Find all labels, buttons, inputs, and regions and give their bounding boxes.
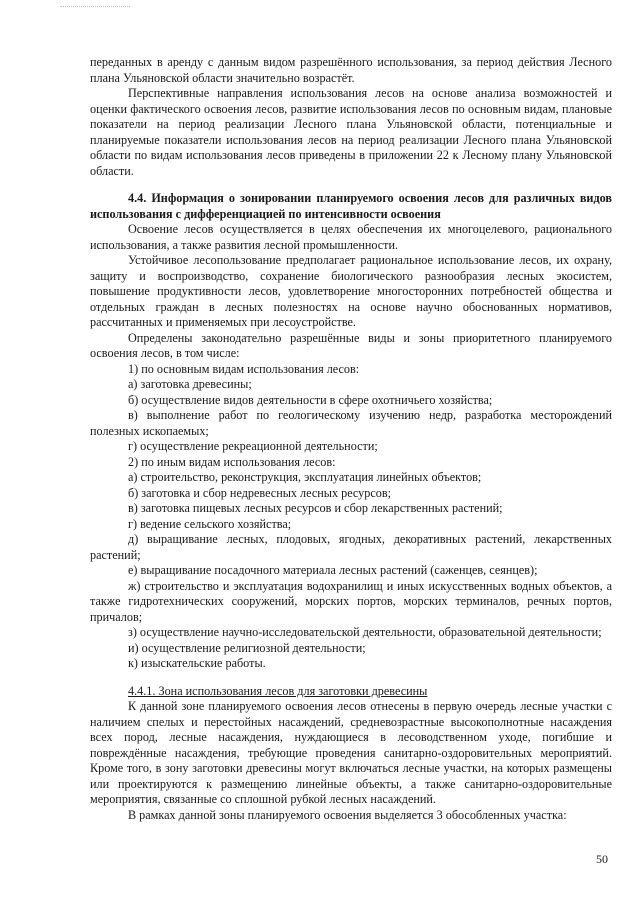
paragraph: Перспективные направления использования лесов на основе анализа возможностей и оценки фактического освоения лесов, развитие использования лесов по основным видам, плановые показатели на период реализации Лесного плана Ульяновской области, потенциальные и планируемые показатели использования лесов на период реализации Лесного плана Ульяновской области по видам использования лесов приведены в приложении 22 к Лесному плану Ульяновской области. bbox=[90, 86, 612, 178]
list-item: д) выращивание лесных, плодовых, ягодных, декоративных растений, лекарственных растений; bbox=[90, 532, 612, 562]
paragraph: переданных в аренду с данным видом разрешённого использования, за период действия Лесного плана Ульяновской области значительно возрастёт. bbox=[90, 55, 612, 85]
subsection-heading: 4.4.1. Зона использования лесов для заготовки древесины bbox=[128, 683, 428, 698]
list-item: ж) строительство и эксплуатация водохранилищ и иных искусственных водных объектов, а также гидротехнических сооружений, морских портов, морских терминалов, речных портов, причалов; bbox=[90, 578, 612, 624]
list-item: 2) по иным видам использования лесов: bbox=[128, 454, 336, 469]
list-item: 1) по основным видам использования лесов: bbox=[128, 361, 360, 376]
section-heading: 4.4. Информация о зонировании планируемого освоения лесов для различных видов использования с дифференциацией по интенсивности освоения bbox=[90, 191, 612, 221]
page-number: 50 bbox=[596, 852, 608, 866]
list-item: в) заготовка пищевых лесных ресурсов и сбор лекарственных растений; bbox=[128, 501, 503, 515]
list-item: к) изыскательские работы. bbox=[128, 656, 266, 670]
paragraph: В рамках данной зоны планируемого освоения выделяется 3 обособленных участка: bbox=[128, 807, 567, 822]
paragraph: К данной зоне планируемого освоения лесов отнесены в первую очередь лесные участки с наличием спелых и перестойных насаждений, средневозрастные высокополнотные насаждения всех пород, лесные насаждения, нуждающиеся в лесоводственном уходе, погибшие и повреждённые насаждения, требующие проведения санитарно-оздоровительных мероприятий. Кроме того, в зону заготовки древесины могут включаться лесные участки, на которых размещены или проектируются к размещению линейные объекты, а также санитарно-оздоровительные мероприятия, связанные со сплошной рубкой лесных насаждений. bbox=[90, 699, 612, 806]
list-item: г) осуществление рекреационной деятельности; bbox=[128, 439, 378, 453]
list-item: а) заготовка древесины; bbox=[128, 377, 252, 391]
list-item: б) заготовка и сбор недревесных лесных ресурсов; bbox=[128, 485, 392, 500]
list-item: а) строительство, реконструкция, эксплуатация линейных объектов; bbox=[128, 470, 482, 484]
paragraph: Освоение лесов осуществляется в целях обеспечения их многоцелевого, рационального использования, а также развития лесной промышленности. bbox=[90, 222, 612, 252]
list-item: з) осуществление научно-исследовательской деятельности, образовательной деятельности; bbox=[128, 625, 602, 639]
list-item: г) ведение сельского хозяйства; bbox=[128, 516, 292, 531]
paragraph: Определены законодательно разрешённые виды и зоны приоритетного планируемого освоения лесов, в том числе: bbox=[90, 330, 612, 360]
paragraph: Устойчивое лесопользование предполагает рациональное использование лесов, их охрану, защиту и воспроизводство, сохранение биологического разнообразия лесных экосистем, повышение продуктивности лесов, удовлетворение многосторонних потребностей общества и отдельных граждан в лесных полезностях на основе научно обоснованных нормативов, рассчитанных и применяемых при лесоустройстве. bbox=[90, 253, 612, 329]
list-item: б) осуществление видов деятельности в сфере охотничьего хозяйства; bbox=[128, 392, 493, 407]
document-page bbox=[90, 55, 612, 823]
list-item: е) выращивание посадочного материала лесных растений (саженцев, сеянцев); bbox=[128, 563, 538, 577]
scan-artifact bbox=[60, 6, 130, 8]
list-item: в) выполнение работ по геологическому изучению недр, разработка месторождений полезных ископаемых; bbox=[90, 408, 612, 438]
list-item: и) осуществление религиозной деятельности; bbox=[128, 640, 366, 655]
